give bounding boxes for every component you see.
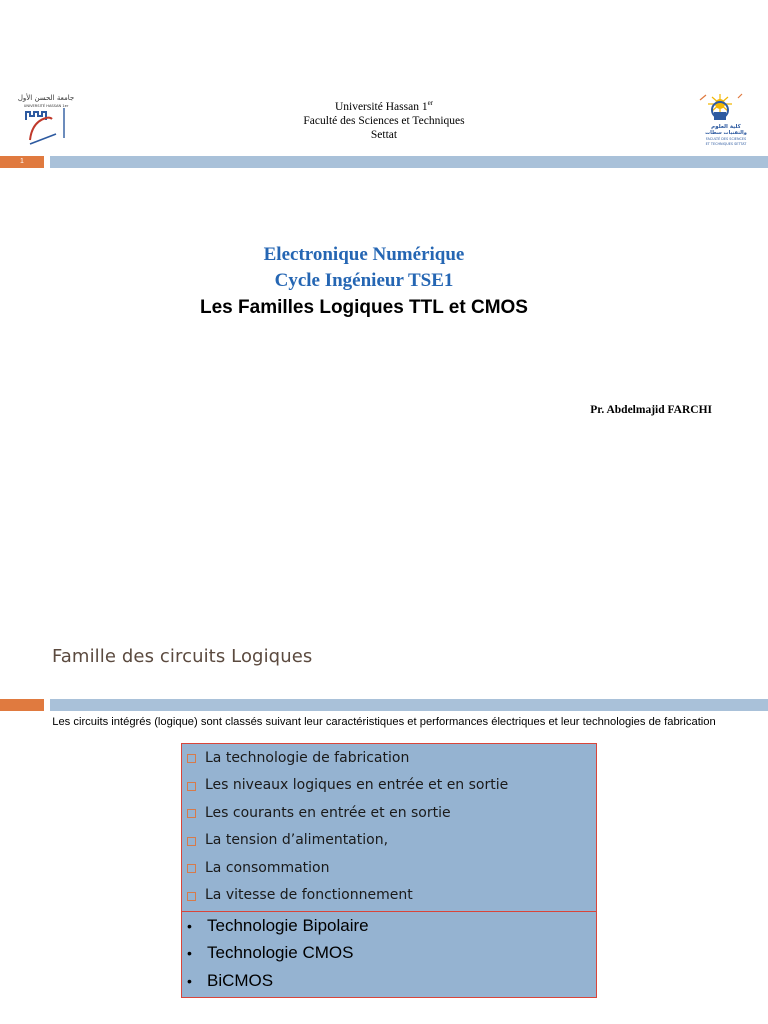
bullet-icon: •: [187, 945, 192, 962]
square-bullet-icon: [187, 864, 196, 873]
technology-item: • Technologie Bipolaire: [187, 915, 369, 935]
square-bullet-icon: [187, 782, 196, 791]
faculty-logo-arabic-2: والتقنيات سطات: [705, 130, 747, 136]
faculty-logo-latin-1: FACULTÉ DES SCIENCES: [705, 137, 747, 141]
slide2-title: Famille des circuits Logiques: [52, 646, 313, 667]
square-bullet-icon: [187, 809, 196, 818]
bullet-icon: •: [187, 972, 192, 989]
logo-latin-text: UNIVERSITÉ HASSAN 1er: [23, 104, 69, 108]
criteria-item: Les courants en entrée et en sortie: [182, 799, 596, 827]
criteria-list: [182, 744, 596, 909]
program-title: Cycle Ingénieur TSE1: [274, 270, 454, 291]
criteria-item: La vitesse de fonctionnement: [182, 882, 596, 910]
slide-number-tab: 1: [0, 156, 44, 168]
faculty-logo-latin-2: ET TECHNIQUES SETTAT: [705, 142, 747, 146]
slide2-bar-blue: [50, 699, 768, 711]
header-bar: [0, 156, 768, 168]
criteria-item: La consommation: [182, 854, 596, 882]
square-bullet-icon: [187, 892, 196, 901]
square-bullet-icon: [187, 754, 196, 763]
slide2-intro-text: Les circuits intégrés (logique) sont classés suivant leur caractéristiques et performances électriques et leur technologies de fabrication: [52, 716, 716, 728]
university-header: [180, 100, 588, 142]
slide2-header-bar: [0, 699, 768, 711]
criteria-item: Les niveaux logiques en entrée et en sortie: [182, 772, 596, 800]
author-name: Pr. Abdelmajid FARCHI: [590, 404, 712, 416]
criteria-item: La technologie de fabrication: [182, 744, 596, 772]
criteria-item: La tension d’alimentation,: [182, 827, 596, 855]
course-title: Electronique Numérique: [263, 244, 465, 265]
university-logo-icon: [6, 92, 86, 148]
faculty-logo-icon: [692, 92, 760, 150]
university-logo: [6, 92, 86, 148]
square-bullet-icon: [187, 837, 196, 846]
technologies-box: [181, 911, 597, 998]
header-bar-fill: [50, 156, 768, 168]
bullet-icon: •: [187, 917, 192, 934]
technologies-list: [182, 912, 596, 995]
criteria-box: [181, 743, 597, 912]
technology-item: • BiCMOS: [187, 970, 274, 990]
faculty-logo: [692, 92, 760, 150]
university-name: Université Hassan 1er: [334, 99, 434, 113]
logo-arabic-text: جامعة الحسن الأول: [17, 94, 75, 102]
city-name: Settat: [370, 129, 398, 141]
technology-item: • Technologie CMOS: [187, 943, 354, 963]
slide2-bar-orange: [0, 699, 44, 711]
faculty-logo-arabic-1: كلية العلوم: [711, 124, 741, 130]
faculty-name: Faculté des Sciences et Techniques: [303, 115, 465, 127]
slide-main-title: Les Familles Logiques TTL et CMOS: [200, 297, 528, 318]
